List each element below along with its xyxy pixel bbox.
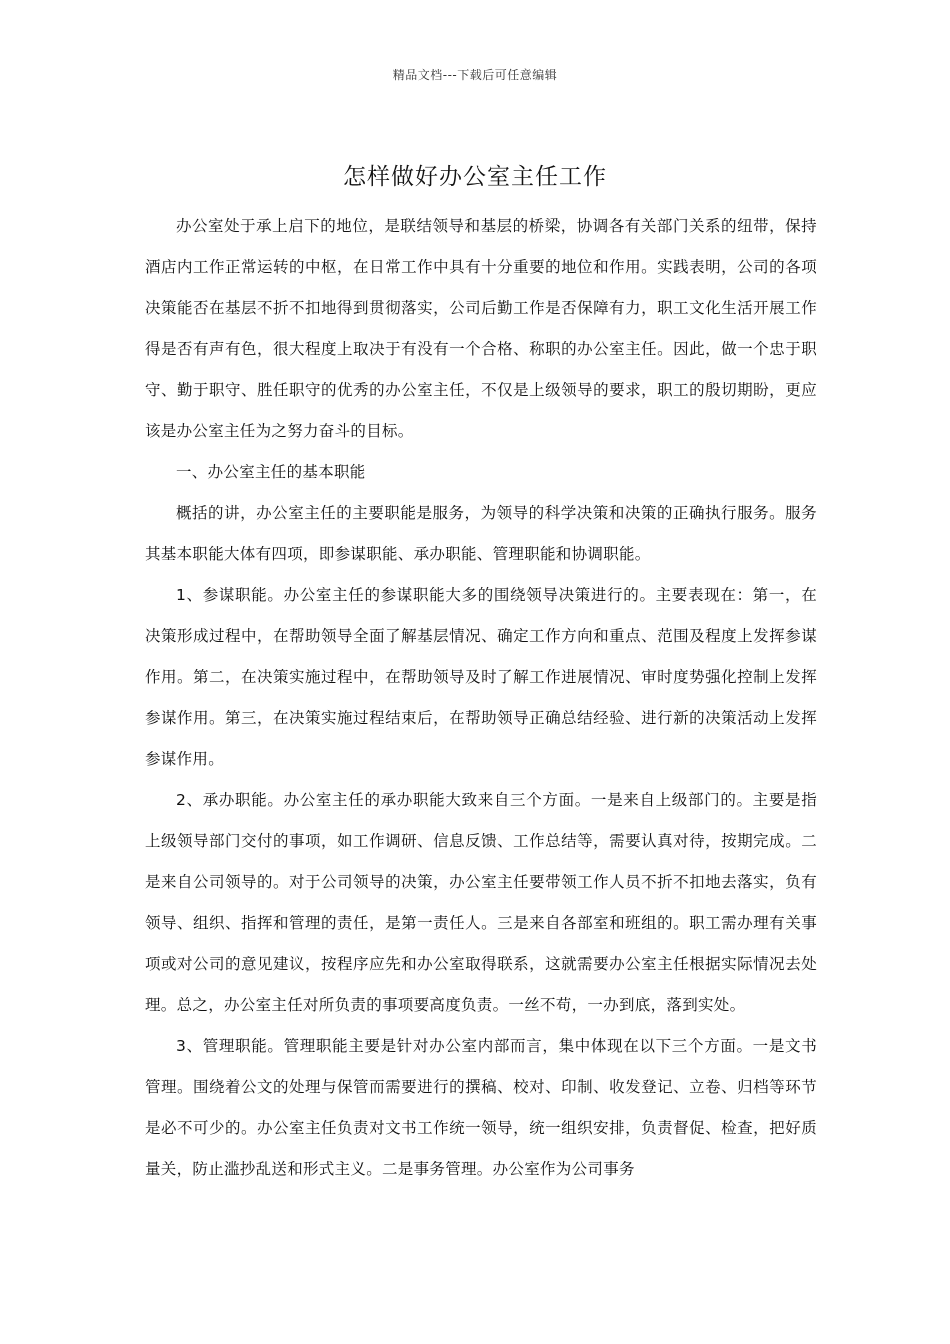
document-body (145, 206, 817, 1190)
paragraph-undertaking-function: 2、承办职能。办公室主任的承办职能大致来自三个方面。一是来自上级部门的。主要是指上级领导部门交付的事项，如工作调研、信息反馈、工作总结等，需要认真对待，按期完成。二是来自公司领导的。对于公司领导的决策，办公室主任要带领工作人员不折不扣地去落实，负有领导、组织、指挥和管理的责任，是第一责任人。三是来自各部室和班组的。职工需办理有关事项或对公司的意见建议，按程序应先和办公室取得联系，这就需要办公室主任根据实际情况去处理。总之，办公室主任对所负责的事项要高度负责。一丝不苟，一办到底，落到实处。 (145, 791, 817, 1014)
paragraph-overview: 概括的讲，办公室主任的主要职能是服务，为领导的科学决策和决策的正确执行服务。服务其基本职能大体有四项，即参谋职能、承办职能、管理职能和协调职能。 (145, 504, 817, 563)
paragraph-management-function: 3、管理职能。管理职能主要是针对办公室内部而言，集中体现在以下三个方面。一是文书管理。围绕着公文的处理与保管而需要进行的撰稿、校对、印制、收发登记、立卷、归档等环节是必不可少的。办公室主任负责对文书工作统一领导，统一组织安排，负责督促、检查，把好质量关，防止滥抄乱送和形式主义。二是事务管理。办公室作为公司事务 (145, 1037, 817, 1178)
section-heading: 一、办公室主任的基本职能 (176, 463, 366, 481)
document-title: 怎样做好办公室主任工作 (343, 164, 607, 190)
paragraph-intro: 办公室处于承上启下的地位，是联结领导和基层的桥梁，协调各有关部门关系的纽带，保持酒店内工作正常运转的中枢，在日常工作中具有十分重要的地位和作用。实践表明，公司的各项决策能否在基层不折不扣地得到贯彻落实，公司后勤工作是否保障有力，职工文化生活开展工作得是否有声有色，很大程度上取决于有没有一个合格、称职的办公室主任。因此，做一个忠于职守、勤于职守、胜任职守的优秀的办公室主任，不仅是上级领导的要求，职工的殷切期盼，更应该是办公室主任为之努力奋斗的目标。 (145, 217, 817, 440)
header-note: 精品文档---下载后可任意编辑 (392, 68, 558, 82)
paragraph-advisory-function: 1、参谋职能。办公室主任的参谋职能大多的围绕领导决策进行的。主要表现在：第一，在决策形成过程中，在帮助领导全面了解基层情况、确定工作方向和重点、范围及程度上发挥参谋作用。第二，在决策实施过程中，在帮助领导及时了解工作进展情况、审时度势强化控制上发挥参谋作用。第三，在决策实施过程结束后，在帮助领导正确总结经验、进行新的决策活动上发挥参谋作用。 (145, 586, 817, 768)
